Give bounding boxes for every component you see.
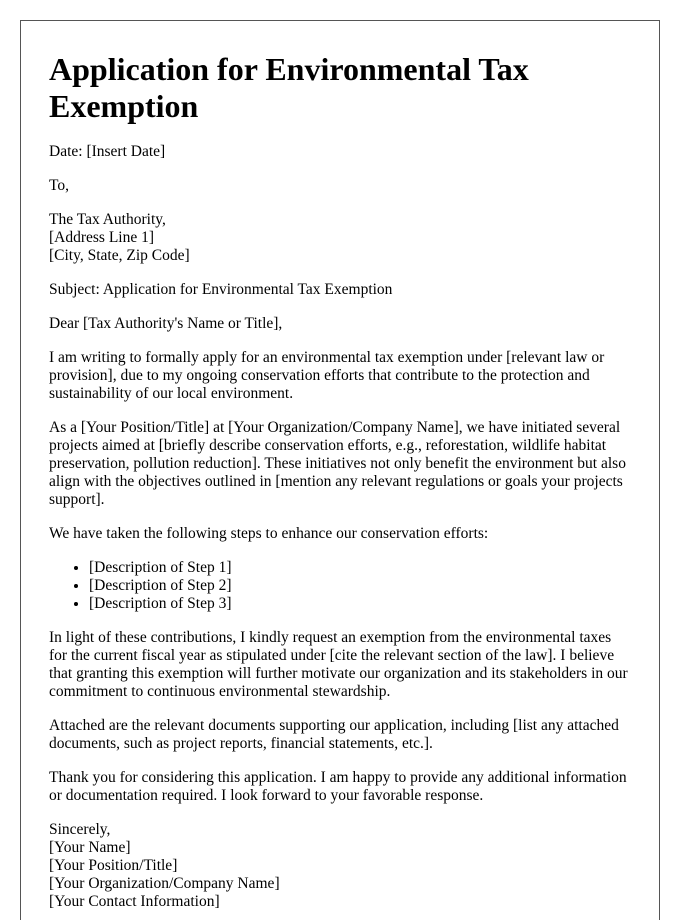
subject-line: Subject: Application for Environmental Tax Exemption: [49, 281, 393, 298]
body-paragraph-request: In light of these contributions, I kindly request an exemption from the environmental taxes for the current fiscal year as stipulated under [cite the relevant section of the law]. I believe that granting this exemption will further motivate our organization and its stakeholders in our commitment to continuous environmental stewardship.: [49, 629, 628, 700]
steps-list: [49, 559, 631, 613]
body-paragraph-attachments: Attached are the relevant documents supporting our application, including [list any attached documents, such as project reports, financial statements, etc.].: [49, 717, 619, 752]
salutation: Dear [Tax Authority's Name or Title],: [49, 315, 283, 332]
signature-line: [Your Organization/Company Name]: [49, 875, 280, 892]
body-paragraph-intro: I am writing to formally apply for an environmental tax exemption under [relevant law or provision], due to my ongoing conservation efforts that contribute to the protection and sustainability of our local environment.: [49, 349, 605, 402]
recipient-line: [Address Line 1]: [49, 229, 155, 246]
list-item: • [Description of Step 1]: [89, 559, 631, 577]
signature-line: [Your Contact Information]: [49, 893, 220, 910]
signature-line: [Your Name]: [49, 839, 131, 856]
body-paragraph-thanks: Thank you for considering this application. I am happy to provide any additional information or documentation required. I look forward to your favorable response.: [49, 769, 627, 804]
list-item: • [Description of Step 2]: [89, 577, 631, 595]
recipient-address: [49, 211, 631, 265]
recipient-line: The Tax Authority,: [49, 211, 166, 228]
body-paragraph-projects: As a [Your Position/Title] at [Your Organization/Company Name], we have initiated several projects aimed at [briefly describe conservation efforts, e.g., reforestation, wildlife habitat preservation, pollution reduction]. These initiatives not only benefit the environment but also align with the objectives outlined in [mention any relevant regulations or goals your projects support].: [49, 419, 626, 508]
body-paragraph-steps-intro: We have taken the following steps to enhance our conservation efforts:: [49, 525, 489, 542]
signature-line: [Your Position/Title]: [49, 857, 178, 874]
letter-page: [20, 20, 660, 920]
recipient-line: [City, State, Zip Code]: [49, 247, 190, 264]
list-item: • [Description of Step 3]: [89, 595, 631, 613]
date-line: Date: [Insert Date]: [49, 143, 166, 160]
signature-block: [49, 821, 631, 911]
page-title: Application for Environmental Tax Exemption: [49, 51, 529, 124]
to-line: To,: [49, 177, 70, 194]
signature-line: Sincerely,: [49, 821, 111, 838]
